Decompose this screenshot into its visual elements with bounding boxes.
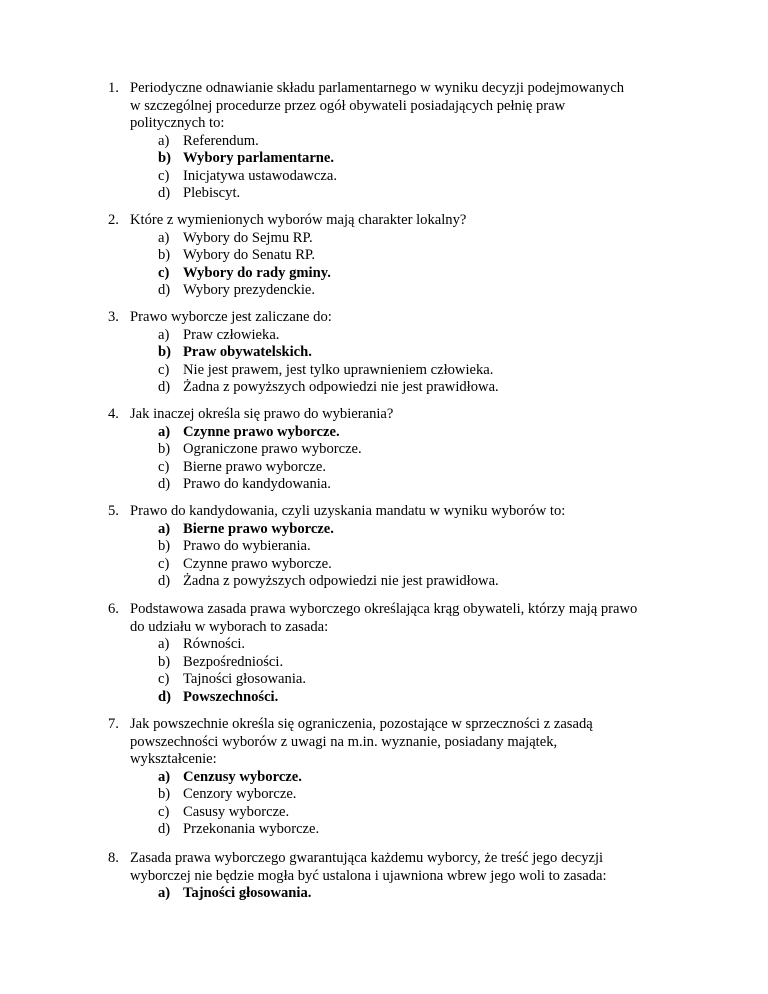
answer-option-correct xyxy=(108,521,708,539)
question-number: 8. xyxy=(108,850,119,866)
answer-letter: c) xyxy=(158,803,170,820)
answer-letter: b) xyxy=(158,150,171,166)
answer-list xyxy=(108,636,708,706)
answer-text: Ograniczone prawo wyborcze. xyxy=(183,441,362,457)
answer-text: Równości. xyxy=(183,636,246,652)
question-text xyxy=(130,212,708,230)
answer-list xyxy=(108,521,708,591)
answer-letter: a) xyxy=(158,885,171,901)
answer-list xyxy=(108,230,708,300)
question-number: 4. xyxy=(108,406,119,422)
answer-letter: a) xyxy=(158,132,170,149)
answer-text: Plebiscyt. xyxy=(183,185,241,201)
answer-text: Wybory do rady gminy. xyxy=(183,264,331,281)
question-8 xyxy=(108,850,708,903)
question-line: Które z wymienionych wyborów mają charakter lokalny? xyxy=(130,212,467,228)
answer-letter: b) xyxy=(158,653,171,670)
question-line: Zasada prawa wyborczego gwarantująca każdemu wyborcy, że treść jego decyzji xyxy=(130,850,604,866)
question-3 xyxy=(108,309,708,397)
answer-list xyxy=(108,885,708,903)
question-6 xyxy=(108,601,708,706)
question-text xyxy=(130,601,708,636)
answer-letter: b) xyxy=(158,786,171,802)
question-number: 6. xyxy=(108,601,119,617)
answer-text: Wybory prezydenckie. xyxy=(183,282,316,298)
answer-option-correct xyxy=(108,689,708,707)
answer-text: Wybory parlamentarne. xyxy=(183,150,335,166)
answer-option-correct xyxy=(108,885,708,903)
question-2 xyxy=(108,212,708,300)
answer-option-correct xyxy=(108,769,708,787)
answer-letter: d) xyxy=(158,379,171,395)
question-line: w szczególnej procedurze przez ogół obywateli posiadających pełnię praw xyxy=(130,97,566,114)
answer-text: Casusy wyborcze. xyxy=(183,803,290,820)
answer-text: Referendum. xyxy=(183,132,259,149)
question-text xyxy=(130,850,708,885)
answer-letter: c) xyxy=(158,671,170,687)
question-number: 2. xyxy=(108,212,119,228)
answer-option-correct xyxy=(108,150,708,168)
answer-list xyxy=(108,327,708,397)
answer-letter: d) xyxy=(158,821,171,837)
answer-option xyxy=(108,247,708,265)
answer-text: Czynne prawo wyborcze. xyxy=(183,555,332,572)
question-line: Periodyczne odnawianie składu parlamentarnego w wyniku decyzji podejmowanych xyxy=(130,80,624,96)
answer-option xyxy=(108,671,708,689)
answer-text: Bezpośredniości. xyxy=(183,653,284,670)
answer-text: Żadna z powyższych odpowiedzi nie jest prawidłowa. xyxy=(183,379,499,395)
answer-option xyxy=(108,573,708,591)
answer-text: Czynne prawo wyborcze. xyxy=(183,423,340,440)
answer-letter: d) xyxy=(158,476,171,492)
answer-option xyxy=(108,327,708,345)
answer-option-correct xyxy=(108,344,708,362)
answer-list xyxy=(108,769,708,839)
answer-text: Prawo do kandydowania. xyxy=(183,476,331,492)
answer-letter: d) xyxy=(158,185,171,201)
answer-option xyxy=(108,556,708,574)
answer-letter: a) xyxy=(158,520,171,537)
answer-option xyxy=(108,821,708,839)
answer-text: Nie jest prawem, jest tylko uprawnieniem człowieka. xyxy=(183,361,494,378)
answer-option-correct xyxy=(108,424,708,442)
question-number: 3. xyxy=(108,309,119,325)
answer-option xyxy=(108,379,708,397)
answer-option xyxy=(108,786,708,804)
answer-option xyxy=(108,168,708,186)
answer-text: Bierne prawo wyborcze. xyxy=(183,520,334,537)
answer-letter: d) xyxy=(158,688,171,705)
answer-text: Tajności głosowania. xyxy=(183,885,312,901)
answer-letter: c) xyxy=(158,167,170,184)
answer-option xyxy=(108,476,708,494)
question-number: 7. xyxy=(108,716,119,732)
question-text xyxy=(130,406,708,424)
question-line: powszechności wyborów z uwagi na m.in. wyznanie, posiadany majątek, xyxy=(130,733,558,750)
question-4 xyxy=(108,406,708,494)
answer-text: Cenzusy wyborcze. xyxy=(183,768,302,785)
question-5 xyxy=(108,503,708,591)
answer-text: Bierne prawo wyborcze. xyxy=(183,458,327,475)
answer-text: Cenzory wyborcze. xyxy=(183,786,297,802)
answer-option xyxy=(108,538,708,556)
question-line: Jak powszechnie określa się ograniczenia, pozostające w sprzeczności z zasadą xyxy=(130,716,593,732)
question-number: 1. xyxy=(108,80,119,96)
answer-letter: c) xyxy=(158,361,170,378)
answer-option xyxy=(108,804,708,822)
answer-text: Praw człowieka. xyxy=(183,326,280,343)
answer-option-correct xyxy=(108,265,708,283)
answer-list xyxy=(108,133,708,203)
answer-letter: a) xyxy=(158,423,171,440)
answer-text: Prawo do wybierania. xyxy=(183,538,311,554)
question-line: wyborczej nie będzie mogła być ustalona i ujawniona wbrew jego woli to zasada: xyxy=(130,867,607,884)
answer-option xyxy=(108,282,708,300)
answer-text: Żadna z powyższych odpowiedzi nie jest prawidłowa. xyxy=(183,573,499,589)
answer-text: Wybory do Sejmu RP. xyxy=(183,229,313,246)
question-7 xyxy=(108,716,708,839)
answer-text: Powszechności. xyxy=(183,688,279,705)
answer-letter: b) xyxy=(158,344,171,360)
answer-letter: a) xyxy=(158,326,170,343)
question-text xyxy=(130,716,708,769)
answer-letter: d) xyxy=(158,573,171,589)
answer-letter: d) xyxy=(158,282,171,298)
answer-letter: b) xyxy=(158,538,171,554)
question-line: politycznych to: xyxy=(130,115,225,131)
question-line: do udziału w wyborach to zasada: xyxy=(130,618,329,635)
answer-option xyxy=(108,185,708,203)
answer-option xyxy=(108,636,708,654)
answer-text: Praw obywatelskich. xyxy=(183,344,312,360)
question-line: wykształcenie: xyxy=(130,751,217,767)
question-1 xyxy=(108,80,708,203)
question-text xyxy=(130,80,708,133)
answer-option xyxy=(108,459,708,477)
answer-list xyxy=(108,424,708,494)
question-text xyxy=(130,309,708,327)
question-text xyxy=(130,503,708,521)
question-line: Podstawowa zasada prawa wyborczego określająca krąg obywateli, którzy mają prawo xyxy=(130,601,638,617)
question-number: 5. xyxy=(108,503,119,519)
answer-letter: c) xyxy=(158,264,170,281)
answer-option xyxy=(108,230,708,248)
answer-option xyxy=(108,441,708,459)
answer-letter: a) xyxy=(158,229,170,246)
answer-letter: a) xyxy=(158,768,171,785)
answer-letter: c) xyxy=(158,458,170,475)
answer-option xyxy=(108,654,708,672)
answer-letter: b) xyxy=(158,441,171,457)
answer-letter: c) xyxy=(158,555,170,572)
question-line: Jak inaczej określa się prawo do wybierania? xyxy=(130,406,394,422)
answer-text: Wybory do Senatu RP. xyxy=(183,247,316,263)
answer-text: Inicjatywa ustawodawcza. xyxy=(183,167,337,184)
answer-letter: a) xyxy=(158,636,170,652)
answer-option xyxy=(108,362,708,380)
question-line: Prawo wyborcze jest zaliczane do: xyxy=(130,309,332,325)
answer-text: Przekonania wyborcze. xyxy=(183,821,320,837)
answer-letter: b) xyxy=(158,247,171,263)
question-line: Prawo do kandydowania, czyli uzyskania mandatu w wyniku wyborów to: xyxy=(130,503,566,519)
answer-option xyxy=(108,133,708,151)
answer-text: Tajności głosowania. xyxy=(183,671,306,687)
